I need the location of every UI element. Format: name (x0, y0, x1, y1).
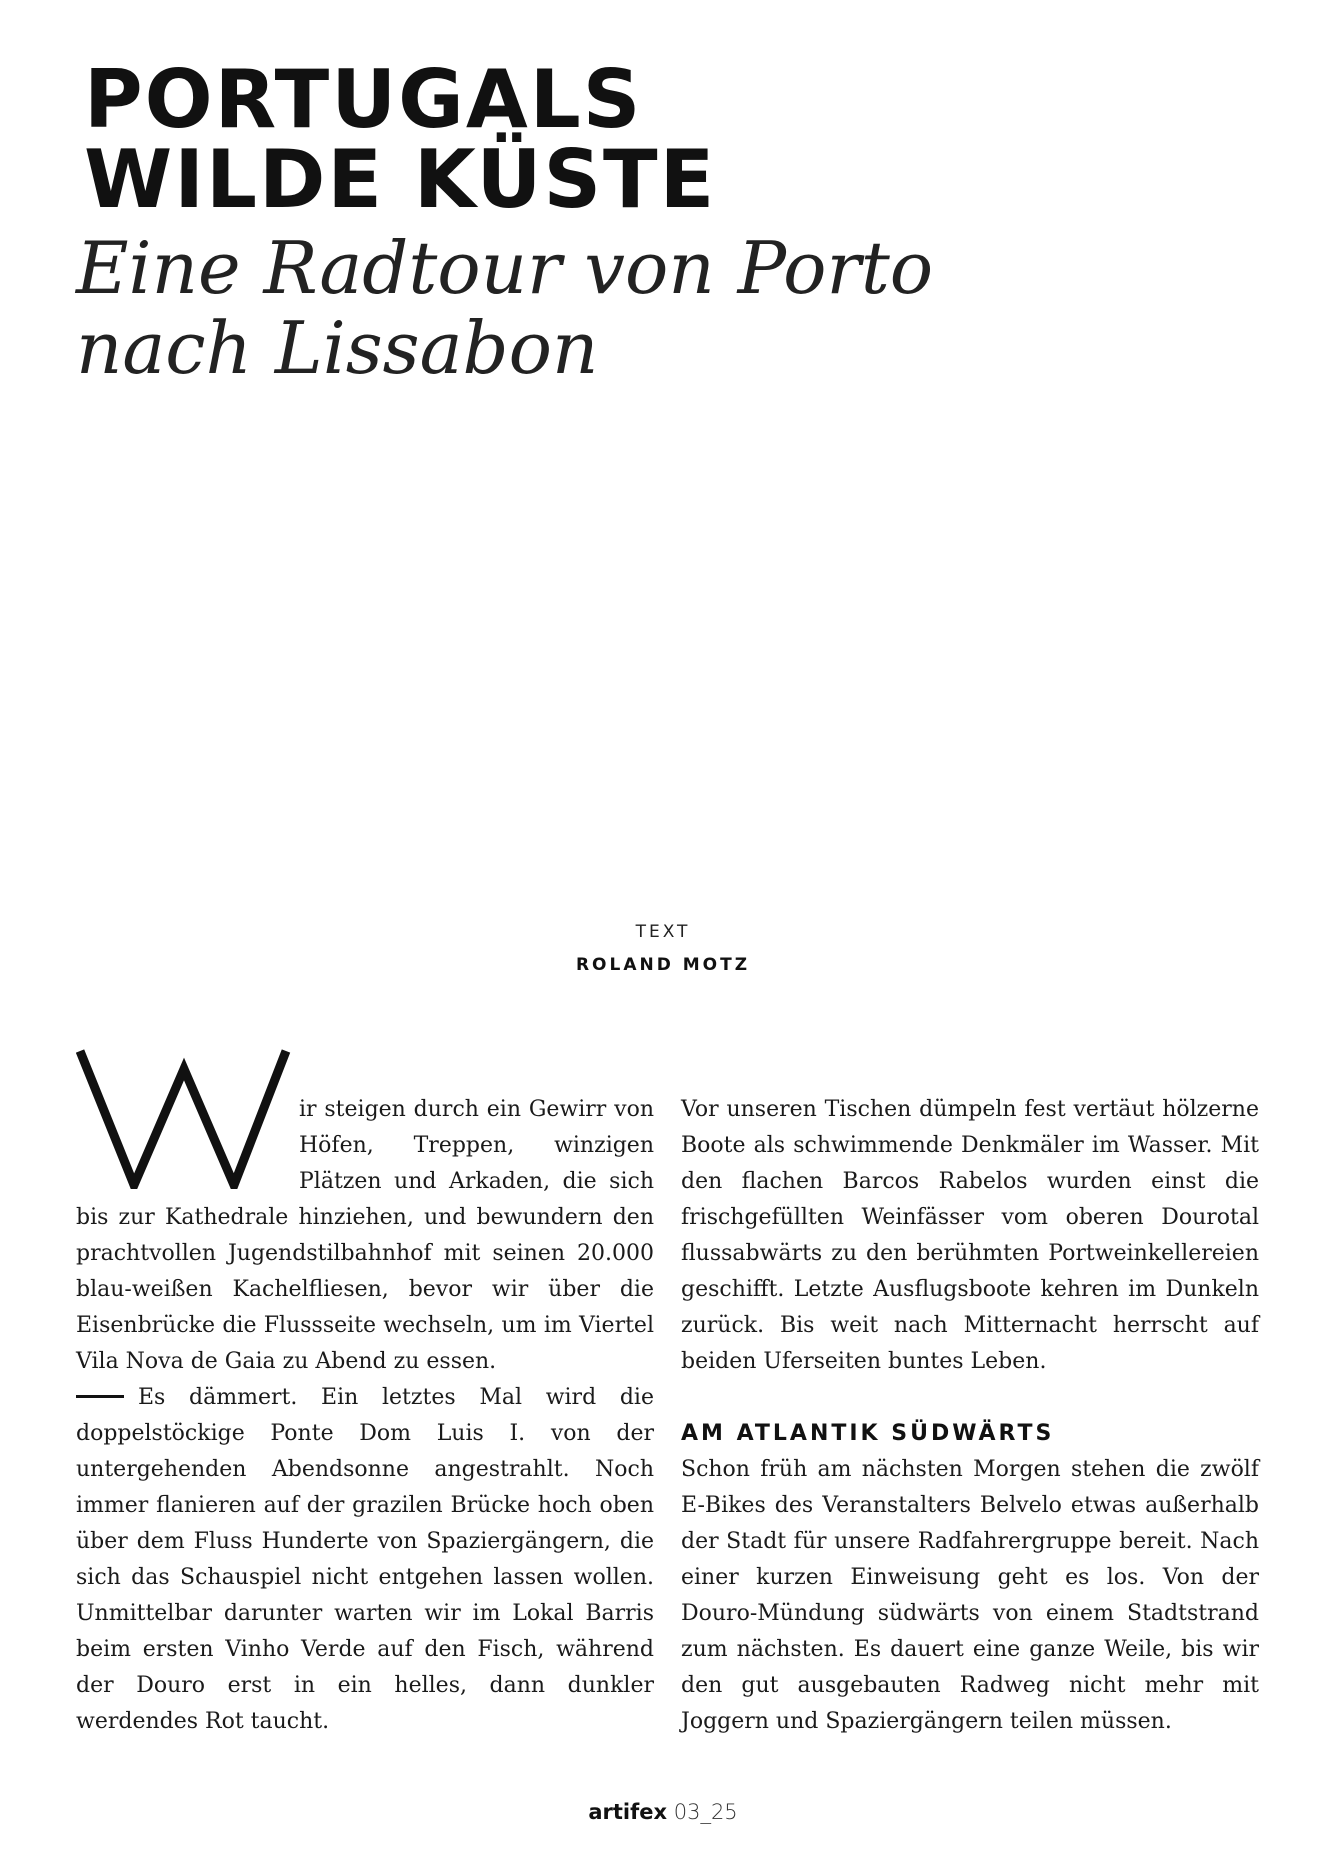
title-line-2: WILDE KÜSTE (84, 133, 717, 226)
drop-cap (76, 1047, 291, 1189)
article-column-right (681, 1092, 1259, 1740)
issue-number: 03_25 (673, 1800, 738, 1824)
paragraph-2: Es dämmert. Ein letztes Mal wird die doppelstöckige Ponte Dom Luis I. von der untergehenden Abendsonne angestrahlt. Noch immer flanieren auf der grazilen Brücke hoch oben über dem Fluss Hunderte von Spaziergängern, die sich das Schauspiel nicht entgehen lassen wollen. Unmittelbar darunter warten wir im Lokal Barris beim ersten Vinho Verde auf den Fisch, während der Douro erst in ein helles, dann dunkler werdendes Rot taucht. (76, 1385, 654, 1734)
article-title (84, 53, 717, 226)
paragraph-dash (76, 1395, 124, 1398)
article-subtitle (76, 228, 933, 388)
paragraph-3: Vor unseren Tischen dümpeln fest vertäut hölzerne Boote als schwimmende Denkmäler im Wasser. Mit den flachen Barcos Rabelos wurden einst die frischgefüllten Weinfässer vom oberen Dourotal flussabwärts zu den berühmten Portweinkellereien geschifft. Letzte Ausflugsboote kehren im Dunkeln zurück. Bis weit nach Mitternacht herrscht auf beiden Uferseiten buntes Leben. (681, 1097, 1259, 1374)
title-line-1: PORTUGALS (84, 53, 643, 146)
credit-label: TEXT (635, 922, 691, 942)
paragraph-4: Schon früh am nächsten Morgen stehen die zwölf E-Bikes des Veranstalters Belvelo etwas außerhalb der Stadt für unsere Radfahrergruppe bereit. Nach einer kurzen Einweisung geht es los. Von der Douro-Mündung südwärts von einem Stadtstrand zum nächsten. Es dauert eine ganze Weile, bis wir den gut ausgebauten Radweg nicht mehr mit Joggern und Spaziergängern teilen müssen. (681, 1457, 1259, 1734)
paragraph-2-wrap (76, 1380, 654, 1740)
paragraph-1: ir steigen durch ein Gewirr von Höfen, Treppen, winzigen Plätzen und Arkaden, die sich bis zur Kathedrale hinziehen, und bewundern den prachtvollen Jugendstilbahnhof mit seinen 20.000 blau-weißen Kachelfliesen, bevor wir über die Eisenbrücke die Flussseite wechseln, um im Viertel Vila Nova de Gaia zu Abend zu essen. (76, 1097, 654, 1374)
magazine-brand: artifex (588, 1800, 668, 1824)
subtitle-line-2: nach Lissabon (76, 306, 599, 390)
drop-cap-w (76, 1047, 291, 1189)
subtitle-line-1: Eine Radtour von Porto (76, 226, 934, 310)
author-name: ROLAND MOTZ (575, 955, 751, 975)
page-footer (0, 1800, 1326, 1824)
section-heading: AM ATLANTIK SÜDWÄRTS (681, 1421, 1055, 1446)
article-column-left (76, 1092, 654, 1740)
